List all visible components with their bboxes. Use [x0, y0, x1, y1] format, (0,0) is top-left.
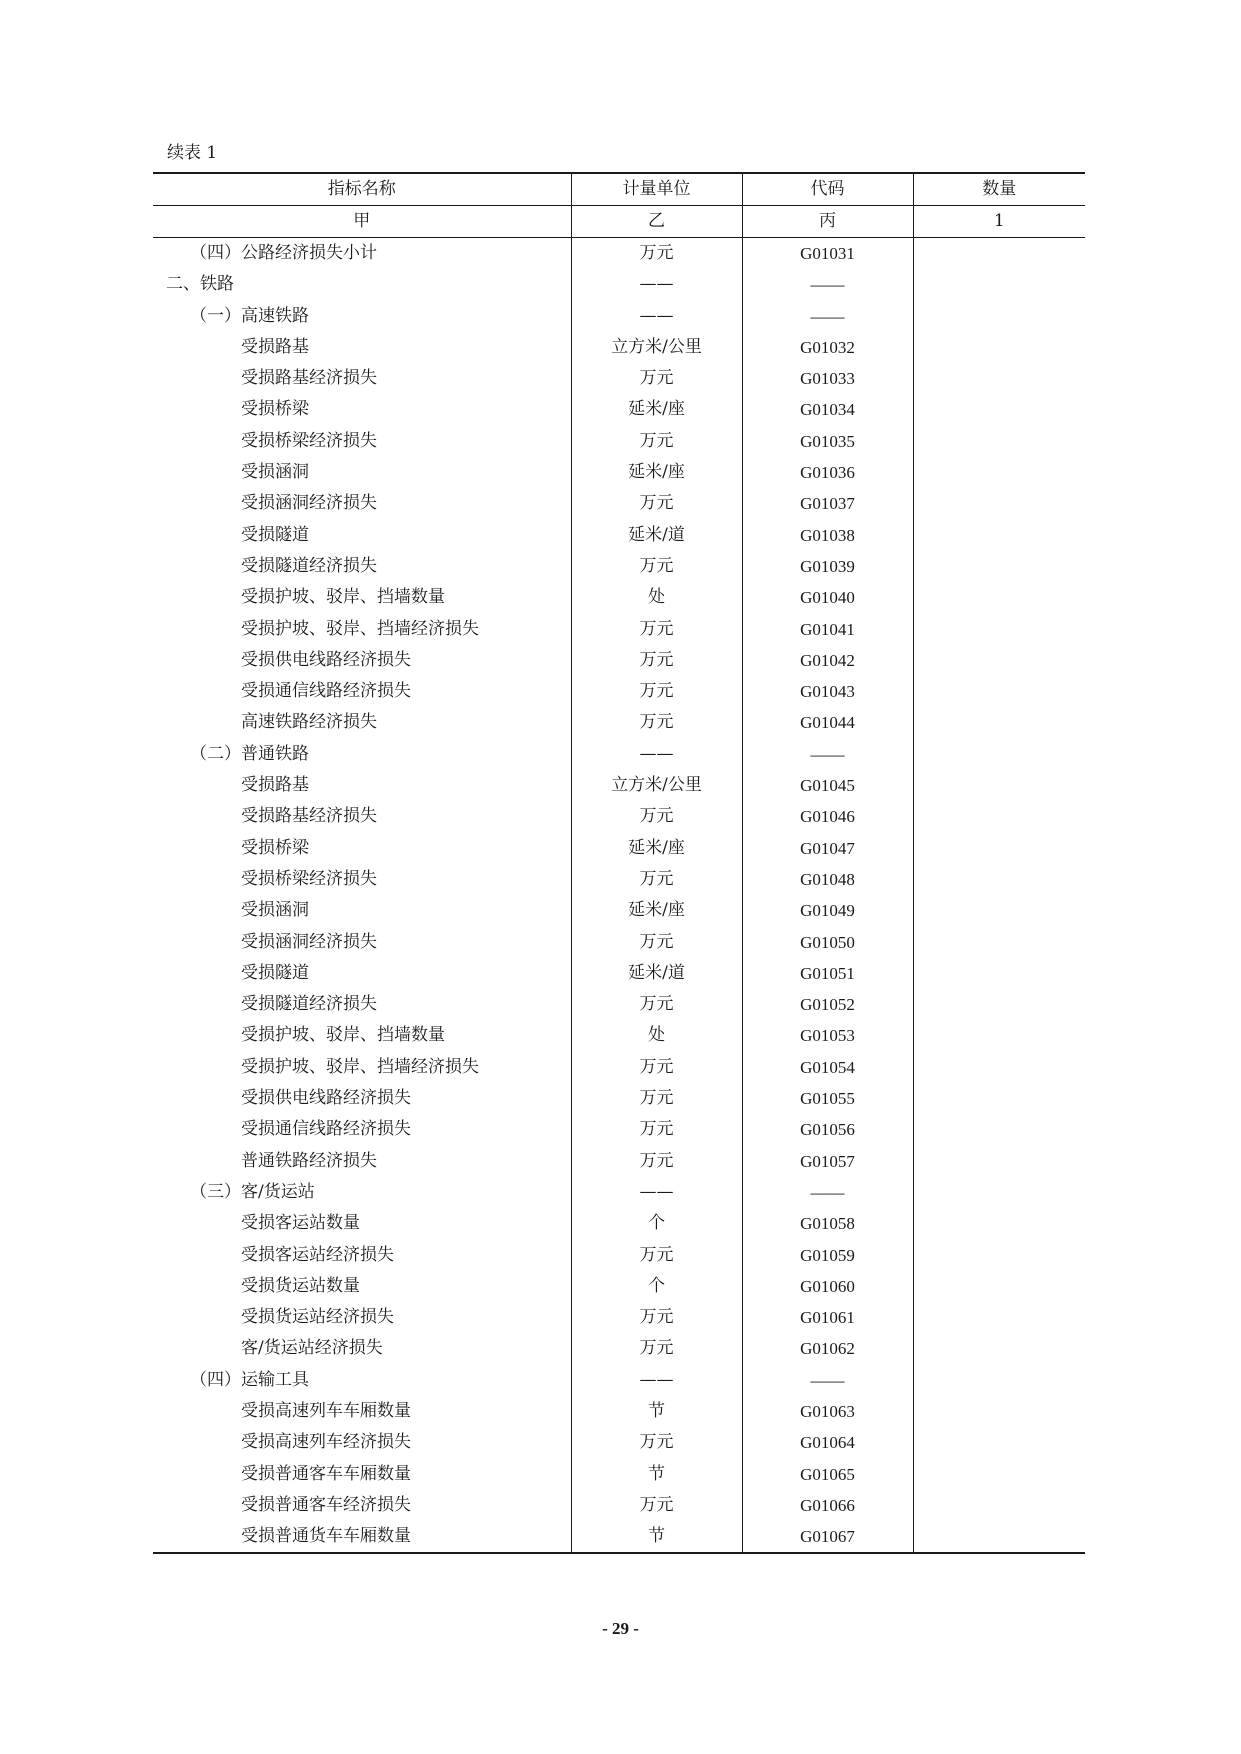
- unit-cell: ——: [571, 301, 742, 332]
- table-row: [153, 958, 1085, 989]
- subheader-quantity: 1: [913, 206, 1085, 238]
- code-cell: G01060: [742, 1271, 913, 1302]
- quantity-cell: [913, 269, 1085, 300]
- unit-cell: 万元: [571, 676, 742, 707]
- table-row: [153, 1365, 1085, 1396]
- table-caption: 续表 1: [167, 143, 218, 163]
- code-cell: G01046: [742, 801, 913, 832]
- code-cell: G01045: [742, 770, 913, 801]
- indicator-name-cell: 受损通信线路经济损失: [241, 681, 411, 702]
- quantity-cell: [913, 1521, 1085, 1553]
- table-row: [153, 582, 1085, 613]
- unit-cell: 万元: [571, 801, 742, 832]
- subheader-name: 甲: [153, 206, 571, 238]
- indicator-name-cell: 受损涵洞: [241, 900, 309, 921]
- table-row: [153, 426, 1085, 457]
- indicator-name-cell: 高速铁路经济损失: [241, 712, 377, 733]
- indicator-name-cell: 受损桥梁: [241, 399, 309, 420]
- quantity-cell: [913, 1052, 1085, 1083]
- code-cell: G01061: [742, 1302, 913, 1333]
- table-row: [153, 269, 1085, 300]
- code-cell: ——: [742, 269, 913, 300]
- indicator-table: [153, 172, 1085, 1554]
- quantity-cell: [913, 332, 1085, 363]
- code-cell: G01055: [742, 1083, 913, 1114]
- table-row: [153, 770, 1085, 801]
- indicator-name-cell: 受损路基: [241, 336, 309, 357]
- indicator-name-cell: 受损普通客车经济损失: [241, 1494, 411, 1515]
- unit-cell: 节: [571, 1521, 742, 1553]
- quantity-cell: [913, 676, 1085, 707]
- table-row: [153, 1427, 1085, 1458]
- unit-cell: 个: [571, 1208, 742, 1239]
- indicator-name-cell: 受损涵洞经济损失: [241, 931, 377, 952]
- quantity-cell: [913, 426, 1085, 457]
- table-row: [153, 301, 1085, 332]
- table-row: [153, 707, 1085, 738]
- indicator-name-cell: 受损隧道: [241, 962, 309, 983]
- code-cell: G01049: [742, 895, 913, 926]
- indicator-name-cell: 受损桥梁经济损失: [241, 430, 377, 451]
- page-number: - 29 -: [602, 1619, 639, 1638]
- unit-cell: 延米/座: [571, 394, 742, 425]
- quantity-cell: [913, 1490, 1085, 1521]
- table-row: [153, 1271, 1085, 1302]
- unit-cell: 处: [571, 582, 742, 613]
- indicator-name-cell: 受损高速列车经济损失: [241, 1432, 411, 1453]
- unit-cell: 万元: [571, 927, 742, 958]
- unit-cell: 万元: [571, 1146, 742, 1177]
- code-cell: G01035: [742, 426, 913, 457]
- indicator-name-cell: 受损路基经济损失: [241, 806, 377, 827]
- code-cell: G01038: [742, 520, 913, 551]
- indicator-name-cell: （四）公路经济损失小计: [153, 238, 571, 270]
- quantity-cell: [913, 707, 1085, 738]
- unit-cell: ——: [571, 269, 742, 300]
- code-cell: G01048: [742, 864, 913, 895]
- table-row: [153, 614, 1085, 645]
- code-cell: G01039: [742, 551, 913, 582]
- code-cell: G01066: [742, 1490, 913, 1521]
- indicator-name-cell: 受损货运站数量: [241, 1275, 360, 1296]
- quantity-cell: [913, 770, 1085, 801]
- unit-cell: 万元: [571, 1333, 742, 1364]
- table-row: [153, 895, 1085, 926]
- quantity-cell: [913, 1333, 1085, 1364]
- quantity-cell: [913, 394, 1085, 425]
- code-cell: G01044: [742, 707, 913, 738]
- quantity-cell: [913, 238, 1085, 270]
- table-row: [153, 645, 1085, 676]
- code-cell: G01034: [742, 394, 913, 425]
- unit-cell: 万元: [571, 1302, 742, 1333]
- indicator-name-cell: 受损路基经济损失: [241, 368, 377, 389]
- code-cell: ——: [742, 739, 913, 770]
- table-row: [153, 1302, 1085, 1333]
- indicator-name-cell: （三）客/货运站: [190, 1181, 315, 1202]
- indicator-name-cell: 受损隧道经济损失: [241, 555, 377, 576]
- unit-cell: 万元: [571, 989, 742, 1020]
- quantity-cell: [913, 1459, 1085, 1490]
- quantity-cell: [913, 927, 1085, 958]
- code-cell: G01033: [742, 363, 913, 394]
- unit-cell: 万元: [571, 488, 742, 519]
- unit-cell: ——: [571, 1177, 742, 1208]
- table-row: [153, 1396, 1085, 1427]
- table-row: [153, 520, 1085, 551]
- unit-cell: 延米/座: [571, 833, 742, 864]
- table-row: [153, 927, 1085, 958]
- code-cell: G01037: [742, 488, 913, 519]
- unit-cell: 个: [571, 1271, 742, 1302]
- code-cell: G01054: [742, 1052, 913, 1083]
- table-row: [153, 332, 1085, 363]
- subheader-unit: 乙: [571, 206, 742, 238]
- unit-cell: 节: [571, 1396, 742, 1427]
- indicator-name-cell: 受损桥梁: [241, 837, 309, 858]
- quantity-cell: [913, 582, 1085, 613]
- code-cell: G01057: [742, 1146, 913, 1177]
- unit-cell: 万元: [571, 614, 742, 645]
- quantity-cell: [913, 1271, 1085, 1302]
- table-row: [153, 457, 1085, 488]
- quantity-cell: [913, 1083, 1085, 1114]
- table-row: [153, 1052, 1085, 1083]
- unit-cell: 延米/道: [571, 958, 742, 989]
- indicator-name-cell: 受损涵洞: [241, 462, 309, 483]
- quantity-cell: [913, 1427, 1085, 1458]
- table-row: [153, 739, 1085, 770]
- unit-cell: ——: [571, 1365, 742, 1396]
- unit-cell: 万元: [571, 363, 742, 394]
- code-cell: G01042: [742, 645, 913, 676]
- quantity-cell: [913, 614, 1085, 645]
- table-row: [153, 1177, 1085, 1208]
- quantity-cell: [913, 1208, 1085, 1239]
- indicator-name-cell: （二）普通铁路: [190, 743, 309, 764]
- table-row: [153, 238, 1085, 270]
- indicator-name-cell: 受损高速列车车厢数量: [241, 1400, 411, 1421]
- table-row: [153, 833, 1085, 864]
- quantity-cell: [913, 1177, 1085, 1208]
- indicator-name-cell: 受损供电线路经济损失: [241, 649, 411, 670]
- quantity-cell: [913, 989, 1085, 1020]
- code-cell: G01051: [742, 958, 913, 989]
- indicator-name-cell: 受损隧道: [241, 524, 309, 545]
- indicator-name-cell: 受损护坡、驳岸、挡墙数量: [241, 587, 445, 608]
- code-cell: G01058: [742, 1208, 913, 1239]
- unit-cell: 万元: [571, 1490, 742, 1521]
- quantity-cell: [913, 739, 1085, 770]
- table-row: [153, 989, 1085, 1020]
- quantity-cell: [913, 1365, 1085, 1396]
- indicator-name-cell: 受损桥梁经济损失: [241, 868, 377, 889]
- table-row: [153, 1459, 1085, 1490]
- indicator-name-cell: 受损路基: [241, 775, 309, 796]
- unit-cell: 延米/座: [571, 457, 742, 488]
- quantity-cell: [913, 1146, 1085, 1177]
- table-row: [153, 1114, 1085, 1145]
- unit-cell: 万元: [571, 1427, 742, 1458]
- table-row: [153, 488, 1085, 519]
- table-row: [153, 363, 1085, 394]
- unit-cell: ——: [571, 739, 742, 770]
- unit-cell: 万元: [571, 238, 742, 270]
- code-cell: G01036: [742, 457, 913, 488]
- quantity-cell: [913, 1302, 1085, 1333]
- code-cell: G01063: [742, 1396, 913, 1427]
- unit-cell: 万元: [571, 1052, 742, 1083]
- table-row: [153, 1020, 1085, 1051]
- table-row: [153, 1490, 1085, 1521]
- quantity-cell: [913, 551, 1085, 582]
- code-cell: G01056: [742, 1114, 913, 1145]
- quantity-cell: [913, 833, 1085, 864]
- header-quantity: 数量: [913, 173, 1085, 206]
- unit-cell: 延米/座: [571, 895, 742, 926]
- indicator-name-cell: （一）高速铁路: [190, 305, 309, 326]
- code-cell: G01043: [742, 676, 913, 707]
- unit-cell: 处: [571, 1020, 742, 1051]
- quantity-cell: [913, 801, 1085, 832]
- indicator-name-cell: 受损普通客车车厢数量: [241, 1463, 411, 1484]
- code-cell: G01059: [742, 1240, 913, 1271]
- indicator-name-cell: 受损通信线路经济损失: [241, 1119, 411, 1140]
- unit-cell: 万元: [571, 707, 742, 738]
- unit-cell: 万元: [571, 1240, 742, 1271]
- indicator-name-cell: 受损隧道经济损失: [241, 994, 377, 1015]
- table-row: [153, 1521, 1085, 1553]
- quantity-cell: [913, 1114, 1085, 1145]
- table-row: [153, 394, 1085, 425]
- indicator-name-cell: 受损货运站经济损失: [241, 1307, 394, 1328]
- indicator-name-cell: 普通铁路经济损失: [241, 1150, 377, 1171]
- header-row: [153, 173, 1085, 206]
- quantity-cell: [913, 895, 1085, 926]
- table-body: [153, 238, 1085, 1554]
- table-row: [153, 676, 1085, 707]
- table-row: [153, 1083, 1085, 1114]
- quantity-cell: [913, 488, 1085, 519]
- unit-cell: 万元: [571, 426, 742, 457]
- subheader-row: [153, 206, 1085, 238]
- code-cell: G01047: [742, 833, 913, 864]
- unit-cell: 万元: [571, 645, 742, 676]
- quantity-cell: [913, 1020, 1085, 1051]
- quantity-cell: [913, 363, 1085, 394]
- unit-cell: 立方米/公里: [571, 332, 742, 363]
- quantity-cell: [913, 1240, 1085, 1271]
- code-cell: G01041: [742, 614, 913, 645]
- quantity-cell: [913, 1396, 1085, 1427]
- quantity-cell: [913, 301, 1085, 332]
- unit-cell: 立方米/公里: [571, 770, 742, 801]
- indicator-name-cell: （四）运输工具: [190, 1369, 309, 1390]
- indicator-name-cell: 客/货运站经济损失: [241, 1338, 383, 1359]
- quantity-cell: [913, 645, 1085, 676]
- code-cell: G01067: [742, 1521, 913, 1553]
- indicator-name-cell: 受损客运站经济损失: [241, 1244, 394, 1265]
- table-row: [153, 1208, 1085, 1239]
- unit-cell: 节: [571, 1459, 742, 1490]
- code-cell: G01052: [742, 989, 913, 1020]
- code-cell: G01062: [742, 1333, 913, 1364]
- header-unit: 计量单位: [571, 173, 742, 206]
- quantity-cell: [913, 520, 1085, 551]
- indicator-name-cell: 受损普通货车车厢数量: [153, 1521, 571, 1553]
- table-row: [153, 1146, 1085, 1177]
- header-code: 代码: [742, 173, 913, 206]
- indicator-name-cell: 二、铁路: [166, 274, 234, 295]
- unit-cell: 万元: [571, 1114, 742, 1145]
- code-cell: G01050: [742, 927, 913, 958]
- table-row: [153, 551, 1085, 582]
- code-cell: G01053: [742, 1020, 913, 1051]
- quantity-cell: [913, 864, 1085, 895]
- table-row: [153, 801, 1085, 832]
- code-cell: ——: [742, 1177, 913, 1208]
- header-indicator-name: 指标名称: [153, 173, 571, 206]
- code-cell: ——: [742, 1365, 913, 1396]
- quantity-cell: [913, 958, 1085, 989]
- code-cell: G01031: [742, 238, 913, 270]
- indicator-name-cell: 受损涵洞经济损失: [241, 493, 377, 514]
- subheader-code: 丙: [742, 206, 913, 238]
- unit-cell: 延米/道: [571, 520, 742, 551]
- code-cell: G01064: [742, 1427, 913, 1458]
- code-cell: ——: [742, 301, 913, 332]
- table-row: [153, 1240, 1085, 1271]
- unit-cell: 万元: [571, 551, 742, 582]
- indicator-name-cell: 受损客运站数量: [241, 1213, 360, 1234]
- indicator-name-cell: 受损供电线路经济损失: [241, 1088, 411, 1109]
- unit-cell: 万元: [571, 1083, 742, 1114]
- indicator-name-cell: 受损护坡、驳岸、挡墙数量: [241, 1025, 445, 1046]
- code-cell: G01040: [742, 582, 913, 613]
- indicator-name-cell: 受损护坡、驳岸、挡墙经济损失: [241, 1056, 479, 1077]
- unit-cell: 万元: [571, 864, 742, 895]
- quantity-cell: [913, 457, 1085, 488]
- code-cell: G01065: [742, 1459, 913, 1490]
- indicator-name-cell: 受损护坡、驳岸、挡墙经济损失: [241, 618, 479, 639]
- table-row: [153, 864, 1085, 895]
- table-row: [153, 1333, 1085, 1364]
- code-cell: G01032: [742, 332, 913, 363]
